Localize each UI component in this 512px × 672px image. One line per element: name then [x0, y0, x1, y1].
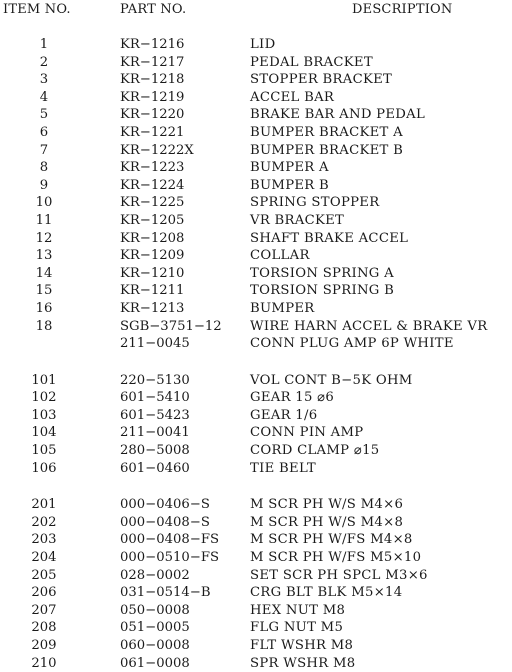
part-description: SPR WSHR M8 — [250, 655, 356, 671]
part-number: KR−1224 — [120, 177, 185, 193]
item-number: 203 — [31, 532, 57, 548]
part-number: KR−1211 — [120, 283, 185, 299]
part-description: BUMPER BRACKET A — [250, 124, 403, 140]
table-row — [0, 177, 512, 195]
part-number: 601−5423 — [120, 407, 190, 423]
part-number: 280−5008 — [120, 443, 190, 459]
table-row — [0, 424, 512, 442]
item-number: 12 — [35, 230, 53, 246]
item-number: 210 — [31, 655, 57, 671]
table-row — [0, 619, 512, 637]
item-number: 7 — [39, 142, 49, 158]
part-description: SHAFT BRAKE ACCEL — [250, 230, 409, 246]
item-number: 106 — [31, 460, 57, 476]
part-number: 220−5130 — [120, 372, 190, 388]
item-number: 102 — [31, 390, 57, 406]
part-number: KR−1218 — [120, 72, 185, 88]
item-number: 202 — [31, 514, 57, 530]
item-number: 15 — [35, 283, 53, 299]
part-description: BUMPER B — [250, 177, 330, 193]
item-number: 16 — [35, 300, 53, 316]
table-row — [0, 531, 512, 549]
item-number: 10 — [35, 195, 53, 211]
part-number: KR−1210 — [120, 265, 185, 281]
item-number: 207 — [31, 602, 57, 618]
part-description: HEX NUT M8 — [250, 602, 346, 618]
table-row — [0, 300, 512, 318]
part-description: PEDAL BRACKET — [250, 54, 373, 70]
part-number: KR−1223 — [120, 160, 185, 176]
part-number: 031−0514−B — [120, 585, 211, 601]
part-number: KR−1225 — [120, 195, 185, 211]
part-number: 211−0045 — [120, 336, 190, 352]
part-description: WIRE HARN ACCEL & BRAKE VR — [250, 318, 488, 334]
item-number: 105 — [31, 443, 57, 459]
table-row — [0, 54, 512, 72]
part-description: M SCR PH W/S M4×6 — [250, 497, 404, 513]
table-row — [0, 584, 512, 602]
item-number: 201 — [31, 497, 57, 513]
part-number: 211−0041 — [120, 425, 190, 441]
part-description: FLG NUT M5 — [250, 620, 344, 636]
item-number: 3 — [39, 72, 49, 88]
part-description: VOL CONT B−5K OHM — [250, 372, 413, 388]
part-description: LID — [250, 37, 276, 52]
item-number: 18 — [35, 318, 53, 334]
table-row — [0, 602, 512, 620]
part-number: KR−1219 — [120, 89, 185, 105]
table-row — [0, 372, 512, 390]
item-number: 103 — [31, 407, 57, 423]
table-row — [0, 159, 512, 177]
part-description: CONN PIN AMP — [250, 425, 364, 441]
part-number: 000−0510−FS — [120, 550, 220, 566]
part-number: KR−1221 — [120, 124, 185, 140]
table-row — [0, 496, 512, 514]
table-row — [0, 389, 512, 407]
parts-table — [0, 36, 512, 672]
part-description: M SCR PH W/FS M4×8 — [250, 532, 413, 548]
part-number: KR−1205 — [120, 212, 185, 228]
part-number: 028−0002 — [120, 567, 190, 583]
item-number: 204 — [31, 550, 57, 566]
item-number: 104 — [31, 425, 57, 441]
part-number: KR−1220 — [120, 107, 185, 123]
part-description: BRAKE BAR AND PEDAL — [250, 107, 426, 123]
table-row — [0, 230, 512, 248]
table-row — [0, 318, 512, 336]
part-number: 050−0008 — [120, 602, 190, 618]
item-number: 8 — [39, 160, 49, 176]
item-number: 208 — [31, 620, 57, 636]
part-number: 061−0008 — [120, 655, 190, 671]
part-description: BUMPER — [250, 300, 315, 316]
part-description: M SCR PH W/S M4×8 — [250, 514, 404, 530]
header-item-no: ITEM NO. — [3, 2, 71, 17]
item-number: 205 — [31, 567, 57, 583]
header-description: DESCRIPTION — [352, 2, 453, 17]
parts-group — [0, 36, 512, 353]
item-number: 101 — [31, 372, 57, 388]
table-row — [0, 637, 512, 655]
table-row — [0, 442, 512, 460]
item-number: 209 — [31, 638, 57, 653]
part-number: 000−0408−FS — [120, 532, 220, 548]
part-number: KR−1213 — [120, 300, 185, 316]
table-row — [0, 106, 512, 124]
part-description: M SCR PH W/FS M5×10 — [250, 550, 422, 566]
part-number: 060−0008 — [120, 638, 190, 653]
table-row — [0, 71, 512, 89]
item-number: 206 — [31, 585, 57, 601]
table-row — [0, 567, 512, 585]
part-number: KR−1209 — [120, 248, 185, 264]
part-description: SPRING STOPPER — [250, 195, 380, 211]
part-description: COLLAR — [250, 248, 310, 264]
table-row — [0, 89, 512, 107]
part-number: KR−1217 — [120, 54, 185, 70]
item-number: 4 — [39, 89, 49, 105]
table-row — [0, 407, 512, 425]
item-number: 11 — [35, 212, 53, 228]
part-number: 601−5410 — [120, 390, 190, 406]
part-number: 051−0005 — [120, 620, 190, 636]
part-number: 601−0460 — [120, 460, 190, 476]
parts-group — [0, 372, 512, 478]
header-part-no: PART NO. — [120, 2, 187, 17]
table-row — [0, 549, 512, 567]
part-description: STOPPER BRACKET — [250, 72, 393, 88]
table-row — [0, 514, 512, 532]
part-number: KR−1216 — [120, 37, 185, 52]
item-number: 13 — [35, 248, 53, 264]
table-row — [0, 655, 512, 672]
part-number: 000−0406−S — [120, 497, 210, 513]
item-number: 14 — [35, 265, 53, 281]
part-description: VR BRACKET — [250, 212, 345, 228]
part-description: TORSION SPRING A — [250, 265, 394, 281]
table-row — [0, 142, 512, 160]
table-row — [0, 212, 512, 230]
table-row — [0, 194, 512, 212]
parts-group — [0, 496, 512, 672]
part-description: FLT WSHR M8 — [250, 638, 354, 653]
part-description: TIE BELT — [250, 460, 317, 476]
part-description: GEAR 15 ⌀6 — [250, 390, 335, 406]
item-number: 6 — [39, 124, 49, 140]
part-description: CRG BLT BLK M5×14 — [250, 585, 403, 601]
table-row — [0, 335, 512, 353]
table-row — [0, 265, 512, 283]
table-row — [0, 36, 512, 54]
part-number: KR−1222X — [120, 142, 194, 158]
item-number: 5 — [39, 107, 49, 123]
part-number: SGB−3751−12 — [120, 318, 222, 334]
part-number: KR−1208 — [120, 230, 185, 246]
part-number: 000−0408−S — [120, 514, 210, 530]
part-description: CORD CLAMP ⌀15 — [250, 443, 380, 459]
part-description: GEAR 1/6 — [250, 407, 318, 423]
part-description: TORSION SPRING B — [250, 283, 395, 299]
table-row — [0, 460, 512, 478]
part-description: CONN PLUG AMP 6P WHITE — [250, 336, 454, 352]
part-description: ACCEL BAR — [250, 89, 335, 105]
item-number: 9 — [39, 177, 49, 193]
part-description: BUMPER A — [250, 160, 329, 176]
item-number: 1 — [39, 37, 49, 52]
part-description: BUMPER BRACKET B — [250, 142, 404, 158]
part-description: SET SCR PH SPCL M3×6 — [250, 567, 428, 583]
table-row — [0, 124, 512, 142]
item-number: 2 — [39, 54, 49, 70]
table-row — [0, 282, 512, 300]
table-row — [0, 247, 512, 265]
